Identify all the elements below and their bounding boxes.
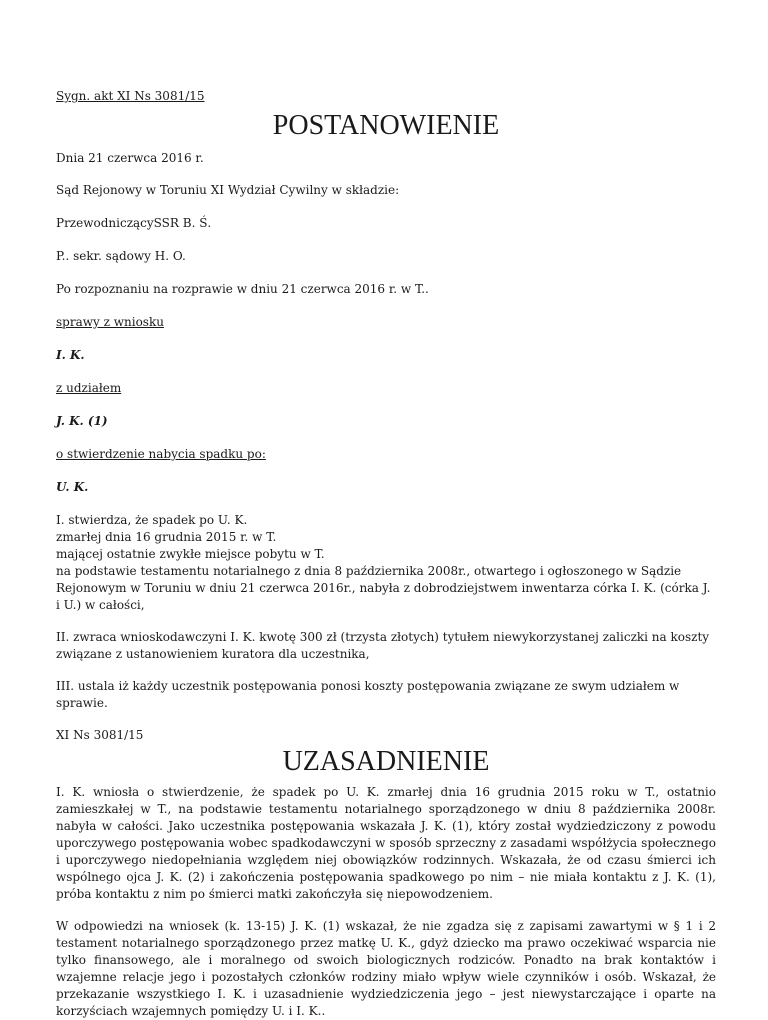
court-clerk: P.. sekr. sądowy H. O. <box>56 249 186 263</box>
participation-label: z udziałem <box>56 381 122 395</box>
court-composition: Sąd Rejonowy w Toruniu XI Wydział Cywilny w składzie: <box>56 183 400 197</box>
ruling-point-1 <box>56 512 716 614</box>
ruling-point-1-line: mającej ostatnie zwykłe miejsce pobytu w T. <box>56 547 325 561</box>
applicant-name: I. K. <box>56 348 85 362</box>
presiding-judge: PrzewodniczącySSR B. Ś. <box>56 216 212 230</box>
justification-title: UZASADNIENIE <box>282 746 490 777</box>
justification-reference: XI Ns 3081/15 <box>56 728 144 742</box>
participant-name: J. K. (1) <box>56 414 108 428</box>
justification-paragraph: W odpowiedzi na wniosek (k. 13-15) J. K. (1) wskazał, że nie zgadza się z zapisami zawartymi w § 1 i 2 testament notarialnego sporządzonego przez matkę U. K., gdyż dziecko ma prawo oczekiwać wsparcia nie tylko finansowego, ale i moralnego od swoich biologicznych rodziców. Ponadto na brak kontaktów i wzajemne relacje jego i pozostałych członków rodziny miało wpływ wiele czynników i osób. Wskazał, że przekazanie wszystkiego I. K. i uzasadnienie wydziedziczenia jego – jest niewystarczające i oparte na korzyściach wzajemnych pomiędzy U. i I. K.. <box>56 919 716 1018</box>
ruling-point-2: II. zwraca wnioskodawczyni I. K. kwotę 300 zł (trzysta złotych) tytułem niewykorzystanej zaliczki na koszty związane z ustanowieniem kuratora dla uczestnika, <box>56 630 710 661</box>
justification-paragraph: I. K. wniosła o stwierdzenie, że spadek po U. K. zmarłej dnia 16 grudnia 2015 roku w T., ostatnio zamieszkałej w T., na podstawie testamentu notarialnego sporządzonego w dniu 8 października 2008r. nabyła w całości. Jako uczestnika postępowania wskazała J. K. (1), który został wydziedziczony z powodu uporczywego postępowania wobec spadkodawczyni w sposób sprzeczny z zasadami współżycia społecznego i uporczywego niedopełniania względem niej obowiązków rodzinnych. Wskazała, że od czasu śmierci ich wspólnego ojca J. K. (2) i zakończenia postępowania spadkowego po nim – nie miała kontaktu z J. K. (1), próba kontaktu z nim po śmierci matki zakończyła się niepowodzeniem. <box>56 785 716 901</box>
ruling-point-1-line: zmarłej dnia 16 grudnia 2015 r. w T. <box>56 530 277 544</box>
date-line: Dnia 21 czerwca 2016 r. <box>56 151 204 165</box>
ruling-point-1-line: na podstawie testamentu notarialnego z dnia 8 października 2008r., otwartego i ogłoszonego w Sądzie Rejonowym w Toruniu w dniu 21 czerwca 2016r., nabyła z dobrodziejstwem inwentarza córka I. K. (córka J. i U.) w całości, <box>56 564 711 612</box>
ruling-point-3: III. ustala iż każdy uczestnik postępowania ponosi koszty postępowania związane ze swym udziałem w sprawie. <box>56 679 680 710</box>
subject-label: o stwierdzenie nabycia spadku po: <box>56 447 266 461</box>
motion-label: sprawy z wniosku <box>56 315 164 329</box>
document-title: POSTANOWIENIE <box>272 110 500 141</box>
ruling-point-1-line: I. stwierdza, że spadek po U. K. <box>56 513 248 527</box>
deceased-name: U. K. <box>56 480 89 494</box>
document-page <box>56 88 716 1020</box>
case-reference: Sygn. akt XI Ns 3081/15 <box>56 89 205 103</box>
hearing-line: Po rozpoznaniu na rozprawie w dniu 21 czerwca 2016 r. w T.. <box>56 282 429 296</box>
